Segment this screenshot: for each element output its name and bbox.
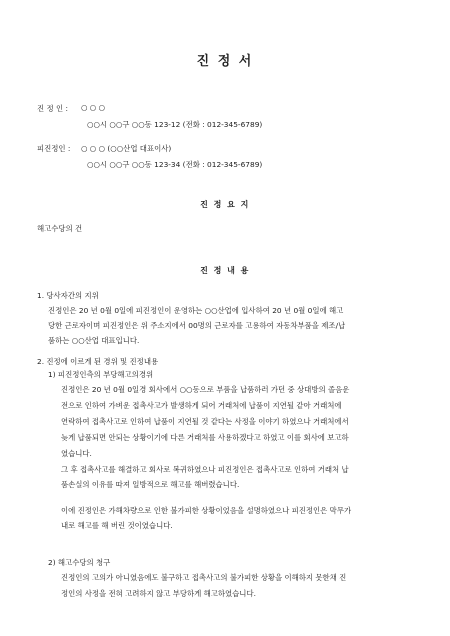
respondent-label: 피진정인 :	[37, 144, 71, 153]
document-title: 진 정 서	[196, 54, 254, 69]
section-2-1-line: 품손실의 이유를 따져 일방적으로 해고를 해버렸습니다.	[61, 480, 240, 489]
summary-heading: 진 정 요 지	[200, 200, 250, 209]
petitioner-name: ○ ○ ○	[81, 103, 106, 112]
section-1-line: 진정인은 20 년 0월 0일에 피진정인이 운영하는 ○○산업에 입사하여 20 년 0월 0일에 해고	[48, 306, 344, 315]
content-heading: 진 정 내 용	[200, 266, 250, 275]
petitioner-address: ○○시 ○○구 ○○동 123-12 (전화 : 012-345-6789)	[87, 120, 263, 129]
section-2-1-line: 연락하여 접촉사고로 인하여 납품이 지연될 것 같다는 사정을 이야기 하였으나 거래처에서	[61, 417, 349, 426]
section-2-2-line: 진정인의 고의가 아니였음에도 불구하고 접촉사고의 불가피한 상황을 이해하지 못한채 진	[61, 573, 347, 582]
respondent-name: ○ ○ ○ (○○산업 대표이사)	[81, 144, 172, 153]
section-2-1-line: 그 후 접촉사고를 해결하고 회사로 복귀하였으나 피진정인은 접촉사고로 인하여 거래처 납	[61, 465, 349, 474]
section-1-line: 당한 근로자이며 피진정인은 위 주소지에서 00명의 근로자를 고용하여 자동차부품을 제조/납	[48, 321, 346, 330]
section-2-2-line: 정인의 사정을 전혀 고려하지 않고 부당하게 해고하였습니다.	[61, 589, 256, 598]
section-2-1-heading: 1) 피진정인측의 부당해고의경위	[48, 370, 154, 379]
summary-text: 해고수당의 건	[37, 224, 83, 233]
section-2-1-line: 진정인은 20 년 0월 0일경 회사에서 ○○동으로 부품을 납품하러 가던 중 상대방의 졸음운	[61, 385, 350, 394]
section-2-1-line: 이에 진정인은 가해차량으로 인한 불가피한 상황이었음을 설명하였으나 피진정인은 막무가	[61, 506, 352, 515]
section-2-1-line: 전으로 인하여 가벼운 접촉사고가 발생하게 되어 거래처에 납품이 지연될 같아 거래처에	[61, 401, 342, 410]
section-2-2-heading: 2) 해고수당의 청구	[48, 558, 111, 567]
section-2-1-line: 내로 해고를 해 버린 것이였습니다.	[61, 521, 173, 530]
section-2-1-line: 였습니다.	[61, 449, 92, 458]
petitioner-label: 진 정 인 :	[37, 104, 68, 113]
section-2-heading: 2. 진정에 이르게 된 경위 및 진정내용	[37, 357, 159, 366]
section-2-1-line: 늦게 납품되면 안되는 상황이기에 다른 거래처를 사용하겠다고 하였고 이를 회사에 보고하	[61, 433, 349, 442]
respondent-address: ○○시 ○○구 ○○동 123-34 (전화 : 012-345-6789)	[87, 160, 263, 169]
section-1-heading: 1. 당사자간의 지위	[37, 291, 99, 300]
section-1-line: 품하는 ○○산업 대표입니다.	[48, 336, 140, 345]
